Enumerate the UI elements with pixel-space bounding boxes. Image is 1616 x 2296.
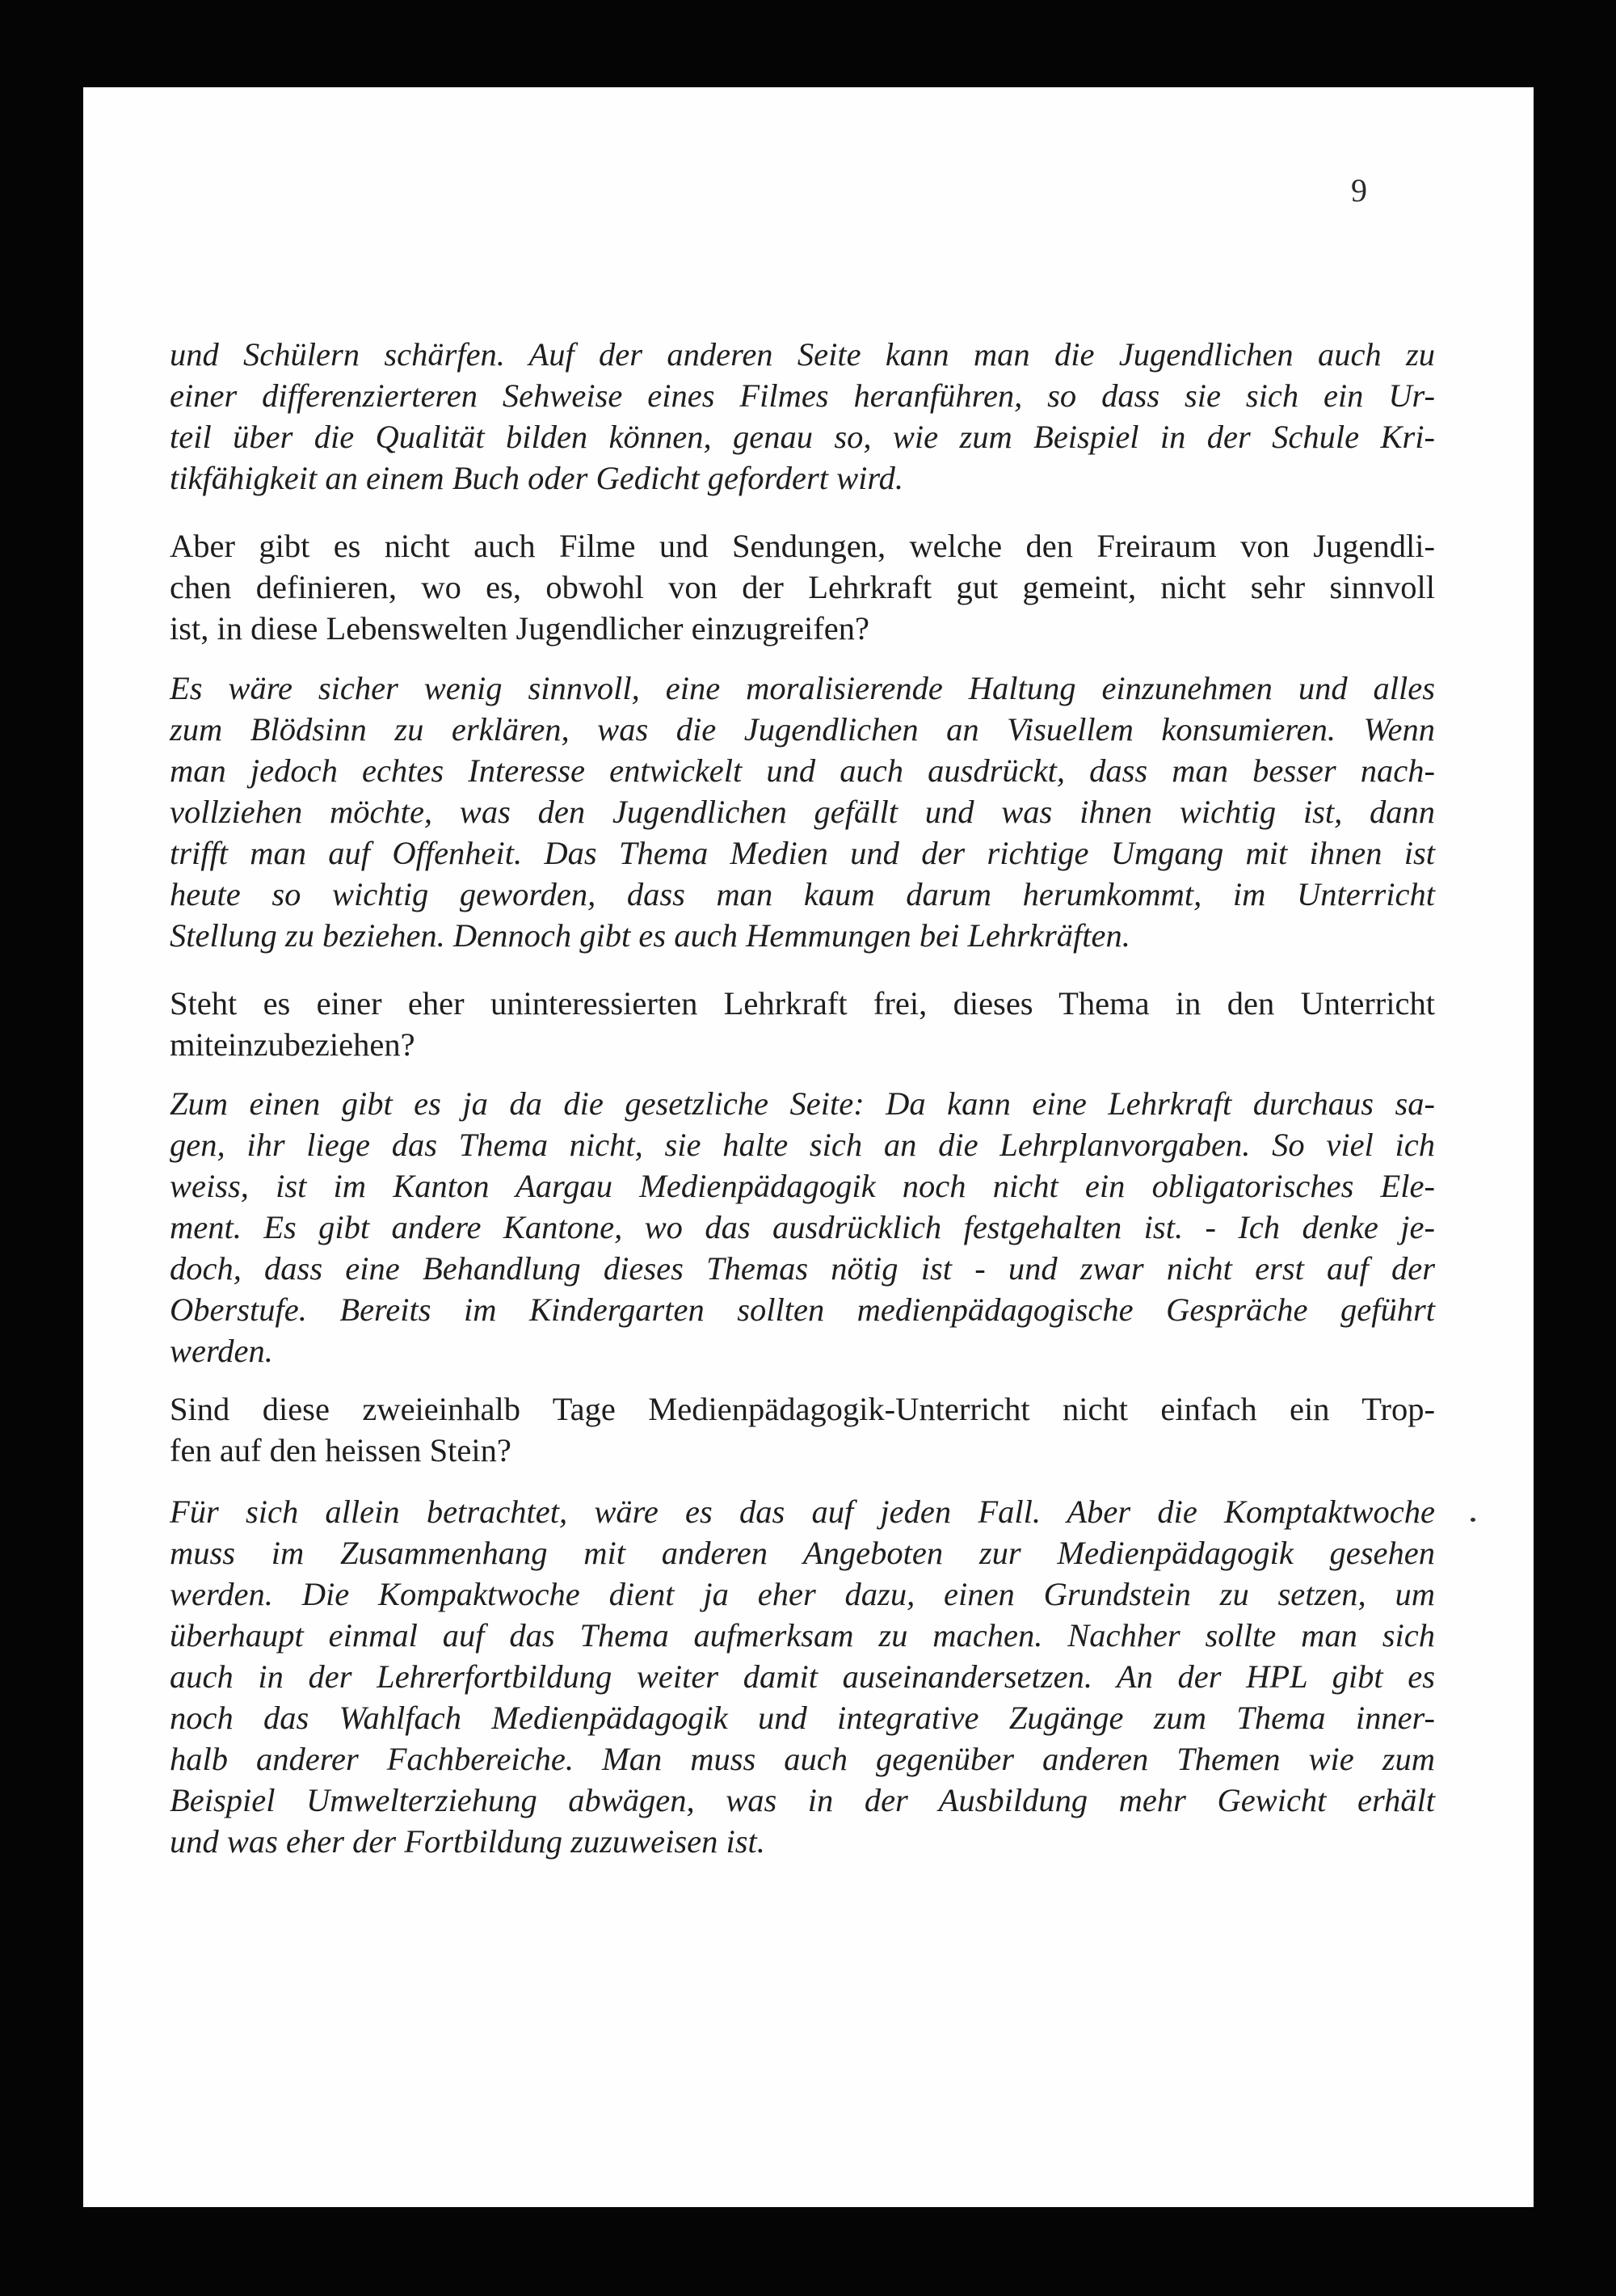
text-line: werden. [170,1333,273,1369]
text-line: und Schülern schärfen. Auf der anderen Seite kann man die Jugendlichen auch zu [170,336,1435,373]
text-line: Stellung zu beziehen. Dennoch gibt es auch Hemmungen bei Lehrkräften. [170,917,1130,954]
text-line: muss im Zusammenhang mit anderen Angeboten zur Medienpädagogik gesehen [170,1535,1435,1571]
text-line: heute so wichtig geworden, dass man kaum darum herumkommt, im Unterricht [170,876,1435,912]
text-line: Zum einen gibt es ja da die gesetzliche Seite: Da kann eine Lehrkraft durchaus sa- [170,1085,1435,1122]
text-line: werden. Die Kompaktwoche dient ja eher dazu, einen Grundstein zu setzen, um [170,1576,1435,1612]
text-line: überhaupt einmal auf das Thema aufmerksam zu machen. Nachher sollte man sich [170,1617,1435,1654]
answer-paragraph [170,334,1435,499]
text-line: Sind diese zweieinhalb Tage Medienpädagogik-Unterricht nicht einfach ein Trop- [170,1391,1435,1427]
text-line: vollziehen möchte, was den Jugendlichen gefällt und was ihnen wichtig ist, dann [170,794,1435,830]
text-line: Aber gibt es nicht auch Filme und Sendungen, welche den Freiraum von Jugendli- [170,528,1435,564]
answer-paragraph [170,668,1435,956]
text-line: auch in der Lehrerfortbildung weiter damit auseinandersetzen. An der HPL gibt es [170,1658,1435,1695]
question-paragraph [170,983,1435,1065]
question-paragraph [170,525,1435,649]
text-line: chen definieren, wo es, obwohl von der Lehrkraft gut gemeint, nicht sehr sinnvoll [170,569,1435,605]
page-number: 9 [1351,172,1367,209]
text-line: Steht es einer eher uninteressierten Lehrkraft frei, dieses Thema in den Unterricht [170,985,1435,1022]
text-line: doch, dass eine Behandlung dieses Themas nötig ist - und zwar nicht erst auf der [170,1250,1435,1287]
question-paragraph [170,1388,1435,1471]
text-line: zum Blödsinn zu erklären, was die Jugendlichen an Visuellem konsumieren. Wenn [170,711,1435,748]
text-line: weiss, ist im Kanton Aargau Medienpädagogik noch nicht ein obligatorisches Ele- [170,1168,1435,1204]
text-line: Beispiel Umwelterziehung abwägen, was in der Ausbildung mehr Gewicht erhält [170,1782,1435,1818]
text-line: tikfähigkeit an einem Buch oder Gedicht gefordert wird. [170,460,904,496]
text-line: Es wäre sicher wenig sinnvoll, eine moralisierende Haltung einzunehmen und alles [170,670,1435,706]
text-line: und was eher der Fortbildung zuzuweisen ist. [170,1823,765,1860]
text-line: Oberstufe. Bereits im Kindergarten sollten medienpädagogische Gespräche geführt [170,1291,1435,1328]
text-line: fen auf den heissen Stein? [170,1432,511,1468]
text-line: Für sich allein betrachtet, wäre es das auf jeden Fall. Aber die Komptaktwoche [170,1493,1435,1530]
answer-paragraph [170,1083,1435,1371]
text-line: noch das Wahlfach Medienpädagogik und integrative Zugänge zum Thema inner- [170,1700,1435,1736]
text-line: halb anderer Fachbereiche. Man muss auch gegenüber anderen Themen wie zum [170,1741,1435,1777]
text-line: ment. Es gibt andere Kantone, wo das ausdrücklich festgehalten ist. - Ich denke je- [170,1209,1435,1245]
scan-speck [1471,1518,1475,1522]
text-line: miteinzubeziehen? [170,1026,415,1063]
text-line: man jedoch echtes Interesse entwickelt und auch ausdrückt, dass man besser nach- [170,752,1435,789]
text-line: gen, ihr liege das Thema nicht, sie halte sich an die Lehrplanvorgaben. So viel ich [170,1127,1435,1163]
text-line: einer differenzierteren Sehweise eines Filmes heranführen, so dass sie sich ein Ur- [170,377,1435,414]
text-line: trifft man auf Offenheit. Das Thema Medien und der richtige Umgang mit ihnen ist [170,835,1435,871]
text-line: teil über die Qualität bilden können, genau so, wie zum Beispiel in der Schule Kri- [170,419,1435,455]
answer-paragraph [170,1491,1435,1862]
text-line: ist, in diese Lebenswelten Jugendlicher einzugreifen? [170,610,869,647]
